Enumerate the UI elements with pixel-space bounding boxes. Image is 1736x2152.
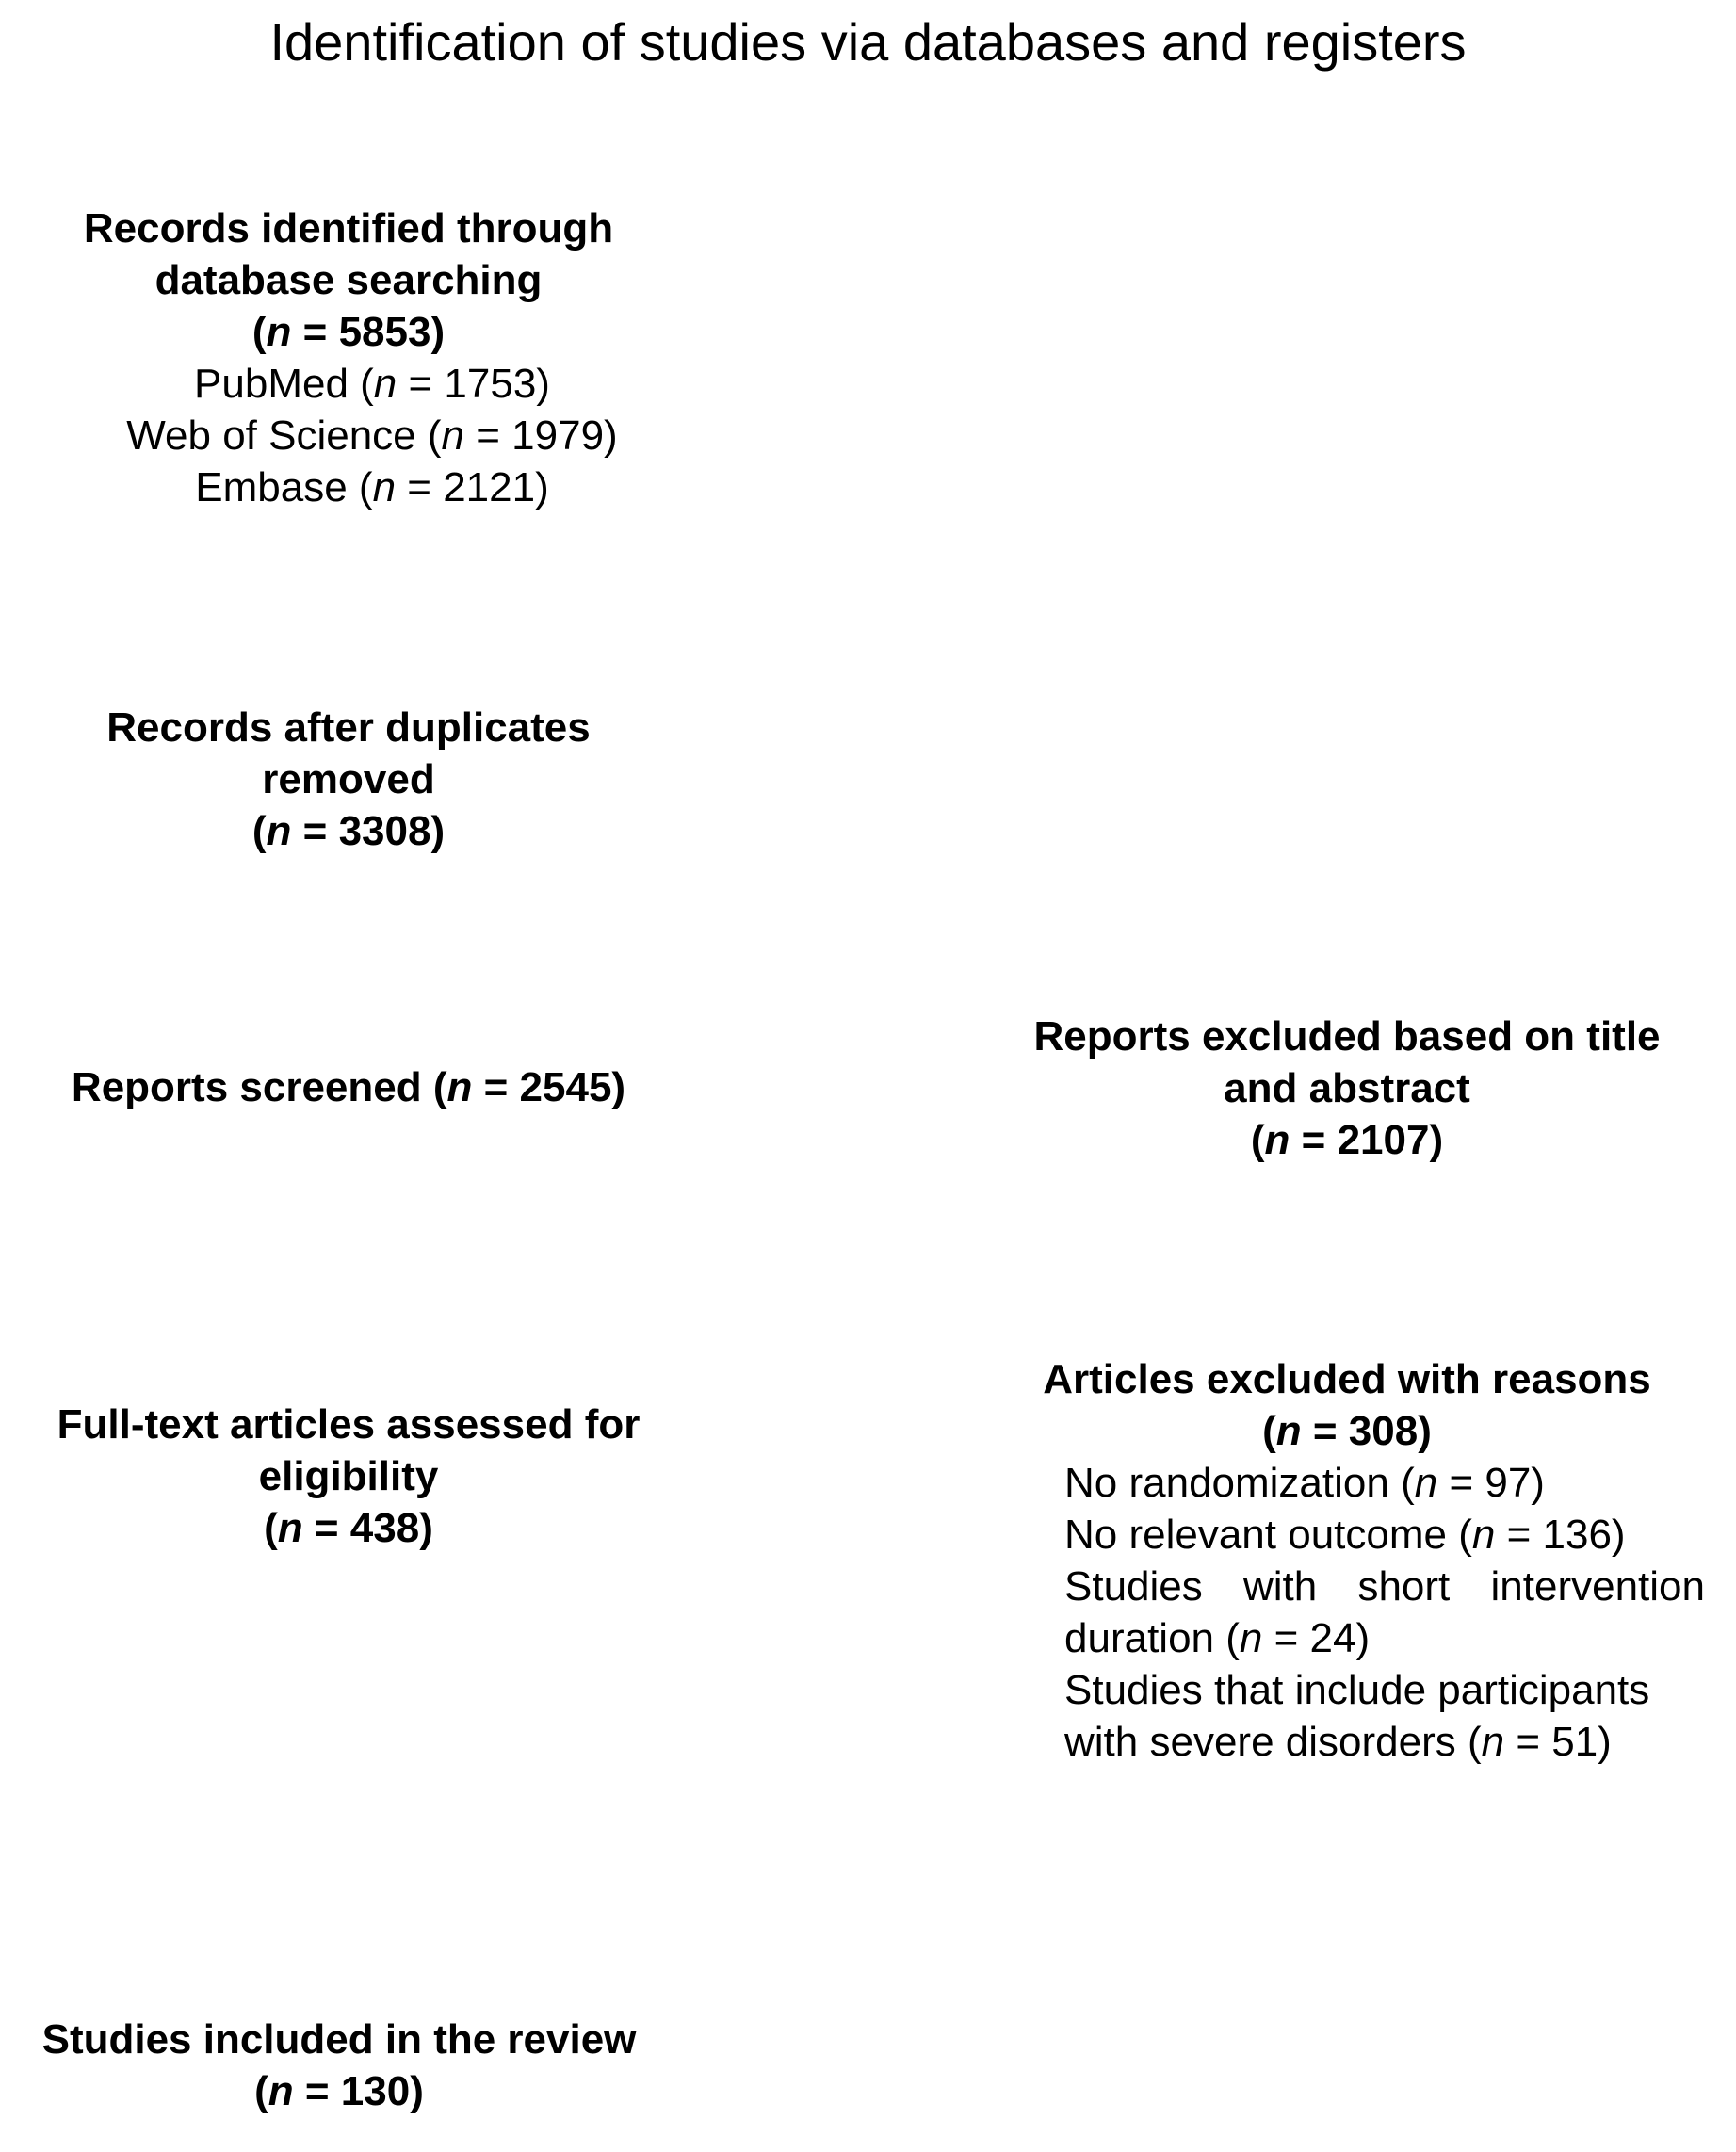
reason-short-intervention-line1: Studies with short intervention xyxy=(1064,1563,1705,1610)
node-records-after-duplicates xyxy=(28,702,669,857)
excluded-title-count: (n = 2107) xyxy=(1250,1117,1444,1163)
reason-severe-disorders-line1: Studies that include participants xyxy=(1064,1667,1650,1713)
after-duplicates-heading-1: Records after duplicates xyxy=(106,704,591,751)
diagram-title: Identification of studies via databases and registers xyxy=(269,12,1467,72)
node-full-text-assessed xyxy=(19,1399,678,1554)
excluded-reasons-count: (n = 308) xyxy=(1262,1408,1432,1454)
excluded-title-heading-2: and abstract xyxy=(1224,1065,1470,1111)
excluded-title-heading-1: Reports excluded based on title xyxy=(1033,1013,1661,1060)
source-embase: Embase (n = 2121) xyxy=(195,464,549,510)
full-text-heading-1: Full-text articles assessed for xyxy=(57,1401,641,1448)
reason-short-intervention-line2: duration (n = 24) xyxy=(1064,1615,1371,1661)
node-reports-screened xyxy=(28,1061,669,1113)
node-reports-excluded-title-abstract xyxy=(998,1011,1695,1166)
reason-severe-disorders-line2: with severe disorders (n = 51) xyxy=(1064,1719,1612,1765)
node-studies-included xyxy=(9,2014,669,2117)
included-count: (n = 130) xyxy=(254,2068,424,2114)
source-web-of-science: Web of Science (n = 1979) xyxy=(126,413,618,459)
after-duplicates-count: (n = 3308) xyxy=(251,808,446,854)
node-articles-excluded-reasons xyxy=(998,1353,1695,1457)
source-pubmed: PubMed (n = 1753) xyxy=(194,361,550,407)
after-duplicates-heading-2: removed xyxy=(262,756,435,802)
full-text-heading-2: eligibility xyxy=(258,1453,439,1499)
reports-screened-text: Reports screened (n = 2545) xyxy=(71,1064,626,1110)
included-heading: Studies included in the review xyxy=(41,2016,637,2063)
excluded-reasons-heading: Articles excluded with reasons xyxy=(1043,1356,1651,1402)
records-identified-heading-2: database searching xyxy=(154,257,543,303)
reason-no-relevant-outcome: No relevant outcome (n = 136) xyxy=(1064,1512,1626,1558)
exclusion-reason-list xyxy=(1064,1457,1705,1768)
node-records-identified xyxy=(28,202,669,358)
source-list xyxy=(66,358,706,513)
records-identified-count: (n = 5853) xyxy=(251,309,446,355)
reason-no-randomization: No randomization (n = 97) xyxy=(1064,1460,1545,1506)
full-text-count: (n = 438) xyxy=(264,1505,433,1551)
records-identified-heading-1: Records identified through xyxy=(83,205,614,251)
